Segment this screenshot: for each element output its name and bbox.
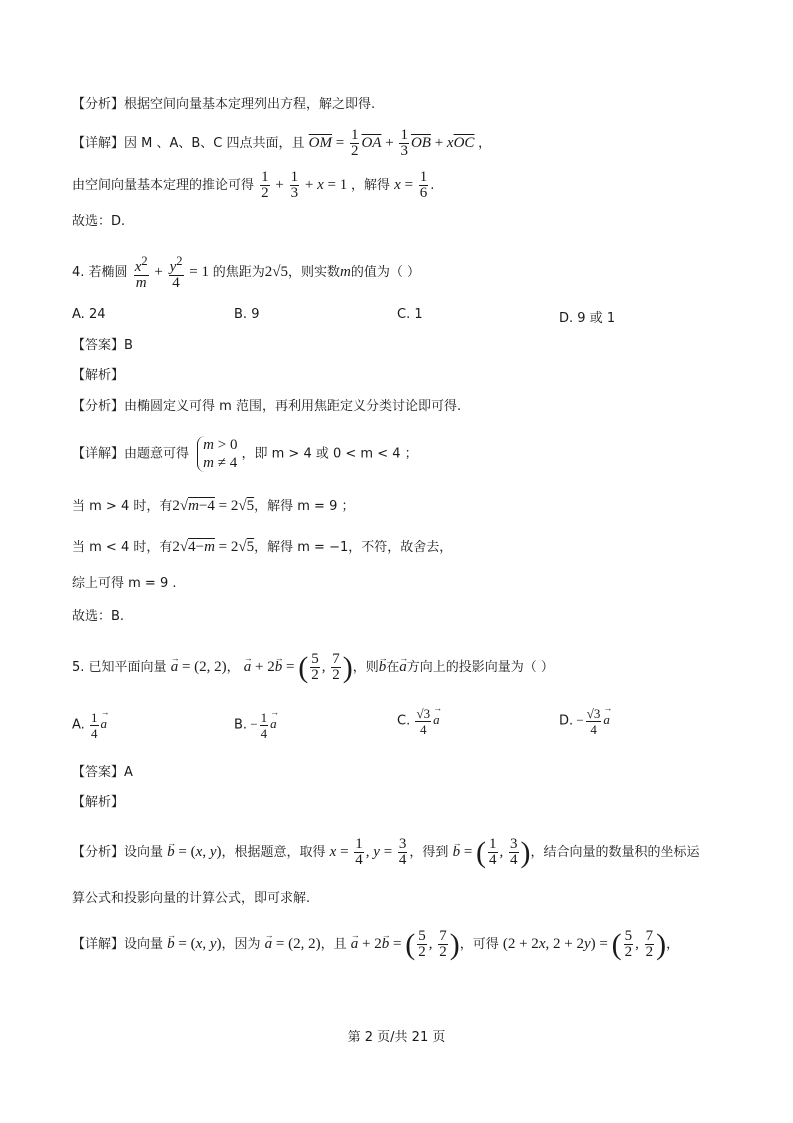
solution-x: x = $\frac{1}{6}$: [394, 169, 428, 201]
focal-distance: 2√5: [264, 263, 288, 280]
q4-answer: 【答案】B: [72, 338, 133, 353]
q3-analysis-line: [72, 95, 375, 115]
q5-option-d: D. − $\frac{√3}{4}$ → a: [559, 706, 610, 737]
q3-detail-line-2: 由空间向量基本定理的推论可得 $\frac{1}{2}$ + $\frac{1}{3}$ + x = 1 ，解得 x = $\frac{1}{6}$ .: [72, 169, 435, 201]
analysis-text: 根据空间向量基本定理列出方程，解之即得.: [124, 97, 376, 112]
detail-text: 因 M 、A、B、C 四点共面，且: [124, 135, 305, 151]
q4-option-d: D. 9 或 1: [559, 311, 616, 326]
q5-answer: 【答案】A: [72, 765, 133, 780]
q4-option-a: A. 24: [72, 307, 106, 322]
q5-option-a: A. $\frac{1}{4}$ → a: [72, 710, 107, 741]
ellipse-equation: $\frac{x^2}{m}$ + $\frac{y^2}{4}$ = 1: [134, 254, 213, 291]
q4-option-b: B. 9: [234, 307, 260, 322]
q5-analysis: 【分析】设向量 → b = (x, y)，根据题意，取得 x = $\frac{1}{4}$ , y = $\frac{3}{4}$ ，得到 → b = ( $\frac{1}{4}$ , $\frac{3}{4}$ )，结合向量的数量积的坐标运: [72, 837, 700, 868]
q5-analysis-line-2: 算公式和投影向量的计算公式，即可求解.: [72, 891, 311, 906]
analysis-tag: 【分析】: [72, 97, 125, 112]
q4-summary: 综上可得 m = 9 .: [72, 576, 177, 591]
detail-tag: 【详解】: [72, 135, 125, 151]
q3-detail-line: 【详解】因 M 、A、B、C 四点共面，且 $\overline{OM}$ = $\frac{1}{2}$ $\overline{OA}$ + $\frac{1}{3}$ $\overline{OB} + x\overline{OC}$ ，: [72, 127, 492, 159]
q4-stem: 4. 若椭圆 $\frac{x^2}{m}$ + $\frac{y^2}{4}$ = 1 的焦距为2√5，则实数m的值为（ ）: [72, 254, 420, 291]
q4-case-1: 当 m > 4 时，有2√m−4 = 2√5，解得 m = 9 ；: [72, 498, 355, 514]
coefficient-equation: $\frac{1}{2}$ + $\frac{1}{3}$ + x = 1: [261, 169, 351, 201]
page-footer: 第 2 页/共 21 页: [347, 1030, 446, 1045]
q4-option-c: C. 1: [397, 307, 423, 322]
q4-conclusion: 故选：B.: [72, 609, 125, 624]
q5-stem: 5. 已知平面向量 → a = (2, 2)， → a + 2→ b = ( $\frac{5}{2}$ , $\frac{7}{2}$ )，则→ b在→ a方向上的投影向量为（ ）: [72, 652, 554, 683]
q3-conclusion: 故选：D.: [72, 214, 126, 229]
question-number: 4.: [72, 264, 85, 280]
q5-solution-tag: 【解析】: [72, 795, 125, 810]
q4-analysis: 【分析】由椭圆定义可得 m 范围，再利用焦距定义分类讨论即可得.: [72, 399, 462, 414]
condition-system: m > 0 m ≠ 4: [197, 436, 237, 472]
q5-option-b: B. − $\frac{1}{4}$ → a: [234, 710, 277, 741]
q4-case-2: 当 m < 4 时，有2√4−m = 2√5，解得 m = −1，不符，故舍去，: [72, 539, 453, 555]
q4-detail: 【详解】由题意可得 m > 0 m ≠ 4 ，即 m > 4 或 0 < m < 4 ；: [72, 437, 418, 471]
q5-option-c: C. $\frac{√3}{4}$ → a: [397, 706, 440, 737]
vector-equation: $\overline{OM}$ = $\frac{1}{2}$ $\overline{OA}$ + $\frac{1}{3}$ $\overline{OB} + x\overline{OC}$: [308, 127, 475, 159]
q4-solution-tag: 【解析】: [72, 368, 125, 383]
q5-detail: 【详解】设向量 → b = (x, y)，因为 → a = (2, 2)，且 → a + 2→ b = ( $\frac{5}{2}$ , $\frac{7}{2}$ )，可得 (2 + 2x, 2 + 2y) = ( $\frac{5}{2}$ , $\frac{7}{2}$ )，: [72, 929, 679, 960]
